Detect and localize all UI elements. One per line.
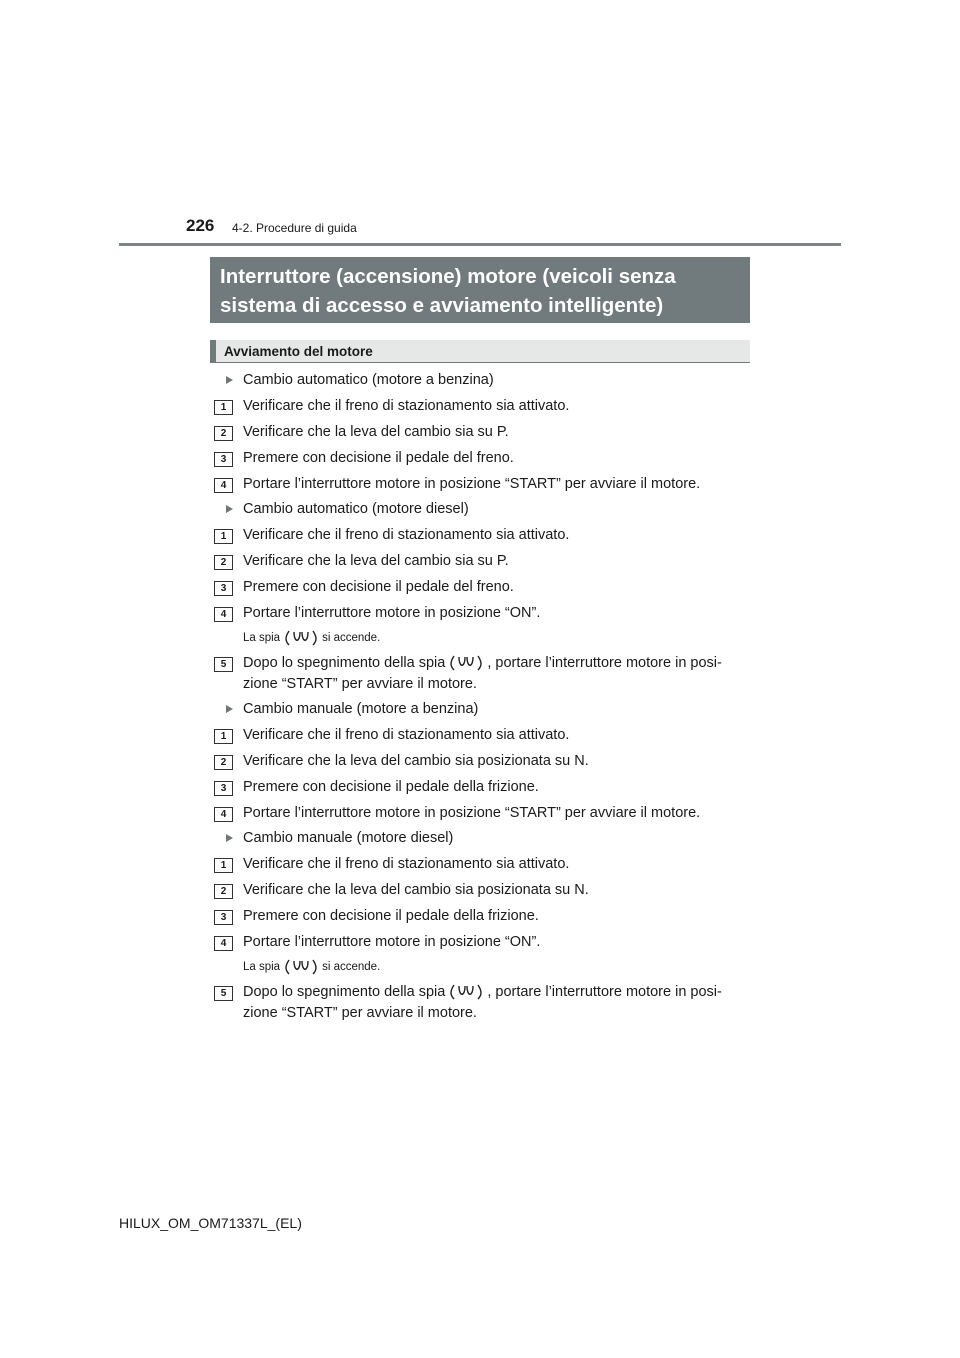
- triangle-bullet-icon: [226, 834, 233, 842]
- section-heading: [243, 828, 453, 848]
- header-rule: [119, 243, 841, 246]
- page-title: [210, 257, 750, 323]
- note-text-after: si accende.: [322, 961, 381, 973]
- triangle-bullet-icon: [226, 705, 233, 713]
- page-title-line-2: sistema di accesso e avviamento intelligente): [220, 294, 664, 317]
- step-number-badge: 4: [214, 607, 233, 622]
- step-text: Verificare che la leva del cambio sia posizionata su N.: [243, 882, 589, 898]
- section-reference: 4-2. Procedure di guida: [232, 221, 357, 235]
- page-number: 226: [186, 216, 215, 235]
- note-text-before: La spia: [243, 632, 281, 644]
- page-title-line-1: Interruttore (accensione) motore (veicoli senza: [220, 265, 676, 288]
- step-number-badge: 1: [214, 858, 233, 873]
- section-heading: [243, 370, 494, 390]
- glow-plug-indicator-icon: [284, 629, 318, 647]
- section-heading-text: Cambio automatico (motore a benzina): [243, 372, 494, 388]
- step-text: Premere con decisione il pedale della frizione.: [243, 779, 539, 795]
- step-number-badge: 1: [214, 400, 233, 415]
- step-number-badge: 3: [214, 452, 233, 467]
- step-number-badge: 5: [214, 986, 233, 1001]
- step-text: Verificare che la leva del cambio sia su P.: [243, 424, 509, 440]
- step-text: Verificare che il freno di stazionamento sia attivato.: [243, 398, 570, 414]
- step-number-badge: 2: [214, 426, 233, 441]
- step-number-badge: 2: [214, 884, 233, 899]
- section-heading: [243, 699, 478, 719]
- step-number-badge: 4: [214, 936, 233, 951]
- step-text: Verificare che la leva del cambio sia posizionata su N.: [243, 753, 589, 769]
- step-number-badge: 4: [214, 478, 233, 493]
- step5-text-before: Dopo lo spegnimento della spia: [243, 655, 446, 671]
- step-number-badge: 5: [214, 657, 233, 672]
- section-heading-text: Cambio automatico (motore diesel): [243, 501, 469, 517]
- note-text-before: La spia: [243, 961, 281, 973]
- step-text: Portare l’interruttore motore in posizione “START” per avviare il motore.: [243, 476, 701, 492]
- step-text: Portare l’interruttore motore in posizione “START” per avviare il motore.: [243, 805, 701, 821]
- indicator-note: [243, 628, 380, 648]
- glow-plug-indicator-icon: [449, 983, 483, 1001]
- step-text: Verificare che il freno di stazionamento sia attivato.: [243, 727, 570, 743]
- subheading: Avviamento del motore: [210, 340, 750, 363]
- step-number-badge: 2: [214, 755, 233, 770]
- step-text-continuation: zione “START” per avviare il motore.: [243, 676, 477, 692]
- step-number-badge: 1: [214, 529, 233, 544]
- glow-plug-indicator-icon: [449, 654, 483, 672]
- step5-text-before: Dopo lo spegnimento della spia: [243, 984, 446, 1000]
- step-text: [243, 982, 722, 1002]
- step-text: Verificare che la leva del cambio sia su P.: [243, 553, 509, 569]
- step-text: Portare l’interruttore motore in posizione “ON”.: [243, 934, 541, 950]
- glow-plug-indicator-icon: [284, 958, 318, 976]
- step-number-badge: 2: [214, 555, 233, 570]
- step-text: [243, 653, 722, 673]
- indicator-note: [243, 957, 380, 977]
- step-text: Verificare che il freno di stazionamento sia attivato.: [243, 856, 570, 872]
- step-number-badge: 1: [214, 729, 233, 744]
- step-text: Verificare che il freno di stazionamento sia attivato.: [243, 527, 570, 543]
- step5-text-after: , portare l’interruttore motore in posi-: [487, 984, 722, 1000]
- section-heading-text: Cambio manuale (motore a benzina): [243, 701, 479, 717]
- step-text: Premere con decisione il pedale del freno.: [243, 579, 514, 595]
- step-number-badge: 3: [214, 910, 233, 925]
- triangle-bullet-icon: [226, 505, 233, 513]
- triangle-bullet-icon: [226, 376, 233, 384]
- step-number-badge: 3: [214, 581, 233, 596]
- step-text: Premere con decisione il pedale della frizione.: [243, 908, 539, 924]
- step-number-badge: 3: [214, 781, 233, 796]
- note-text-after: si accende.: [322, 632, 381, 644]
- step-text: Premere con decisione il pedale del freno.: [243, 450, 514, 466]
- step5-text-after: , portare l’interruttore motore in posi-: [487, 655, 722, 671]
- footer-code: HILUX_OM_OM71337L_(EL): [119, 1215, 302, 1231]
- step-number-badge: 4: [214, 807, 233, 822]
- section-heading: [243, 499, 469, 519]
- step-text: Portare l’interruttore motore in posizione “ON”.: [243, 605, 541, 621]
- section-heading-text: Cambio manuale (motore diesel): [243, 830, 454, 846]
- step-text-continuation: zione “START” per avviare il motore.: [243, 1005, 477, 1021]
